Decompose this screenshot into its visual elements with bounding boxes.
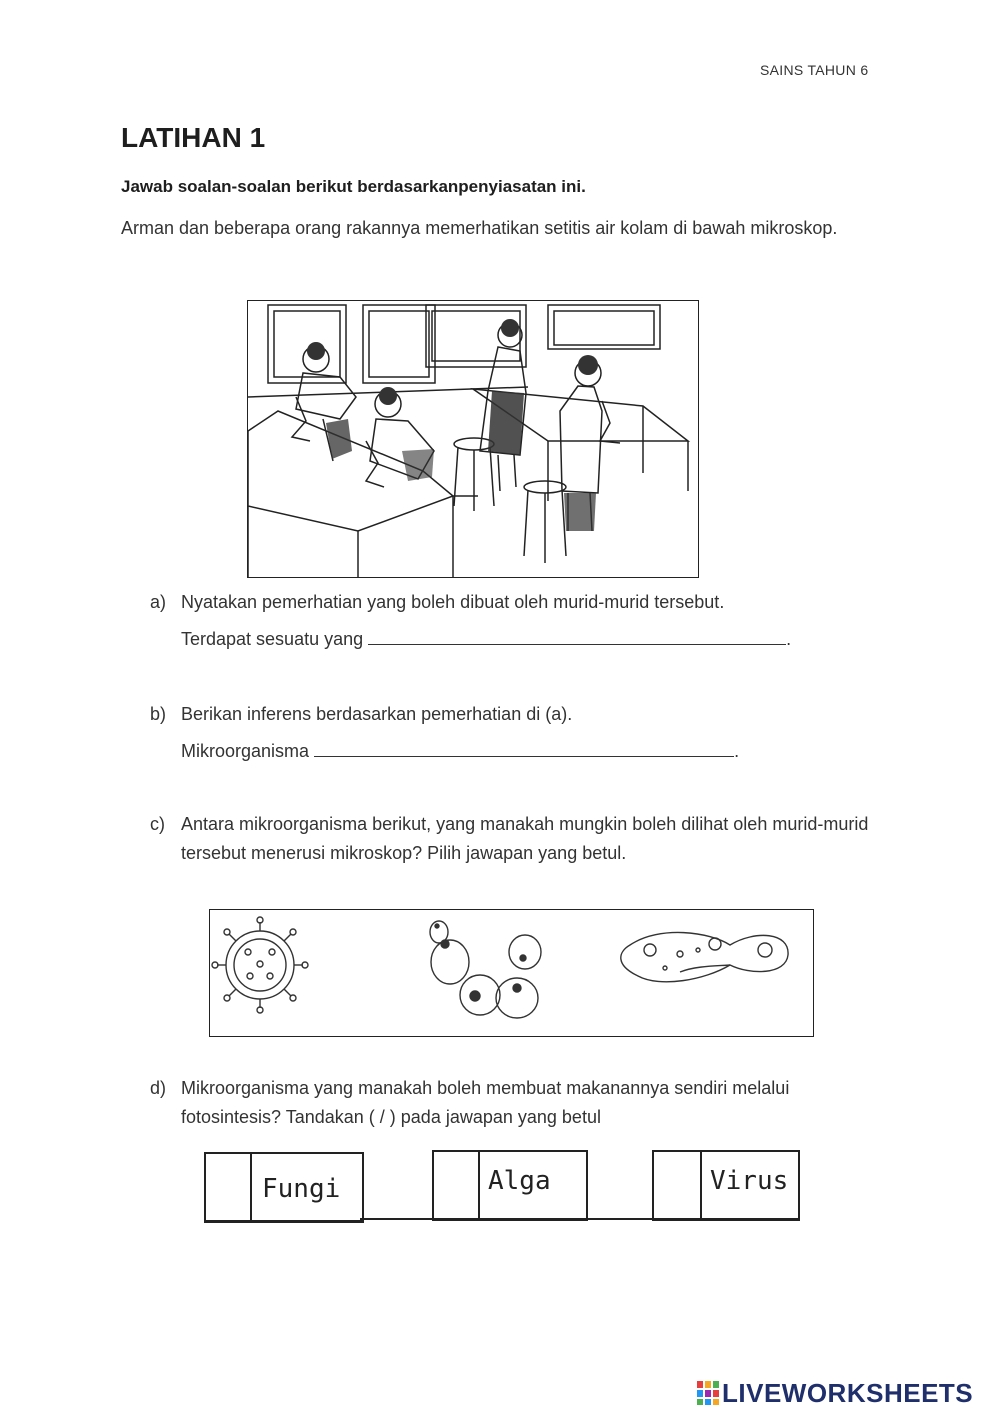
liveworksheets-logo[interactable] xyxy=(697,1378,973,1409)
checkbox-alga[interactable] xyxy=(434,1152,480,1218)
paramecium-option[interactable] xyxy=(621,932,788,981)
choice-strip xyxy=(204,1150,800,1223)
question-a xyxy=(150,588,870,617)
question-b xyxy=(150,700,870,729)
question-b-text: Berikan inferens berdasarkan pemerhatian di (a). xyxy=(181,704,573,724)
question-d-letter: d) xyxy=(150,1078,167,1098)
microorganism-options xyxy=(209,909,814,1037)
intro-paragraph: Arman dan beberapa orang rakannya memerhatikan setitis air kolam di bawah mikroskop. xyxy=(121,218,838,238)
checkbox-fungi[interactable] xyxy=(206,1154,252,1220)
question-a-text: Nyatakan pemerhatian yang boleh dibuat oleh murid-murid tersebut. xyxy=(181,592,725,612)
choice-virus-label: Virus xyxy=(710,1166,789,1196)
answer-b-line xyxy=(181,738,739,762)
choice-virus xyxy=(652,1150,800,1221)
answer-b-input[interactable] xyxy=(314,738,734,757)
logo-text: LIVEWORKSHEETS xyxy=(722,1378,974,1408)
choice-alga xyxy=(432,1150,588,1221)
virus-option[interactable] xyxy=(212,917,308,1013)
choice-fungi xyxy=(204,1152,364,1223)
lab-scene-drawing xyxy=(248,301,698,577)
question-d-text: Mikroorganisma yang manakah boleh membuat makanannya sendiri melalui fotosintesis? Tandakan ( / ) pada jawapan yang betul xyxy=(181,1078,790,1127)
answer-a-input[interactable] xyxy=(368,626,786,645)
answer-b-end: . xyxy=(734,741,740,761)
instruction-text: Jawab soalan-soalan berikut berdasarkanpenyiasatan ini. xyxy=(121,177,586,196)
subject-header: SAINS TAHUN 6 xyxy=(760,62,869,78)
choice-alga-label: Alga xyxy=(488,1166,551,1196)
question-a-letter: a) xyxy=(150,592,167,612)
strip-baseline xyxy=(360,1218,800,1220)
answer-a-line xyxy=(181,626,791,650)
question-b-letter: b) xyxy=(150,704,167,724)
lab-scene-image xyxy=(247,300,699,578)
question-c-letter: c) xyxy=(150,814,165,834)
yeast-cells-option[interactable] xyxy=(430,921,541,1018)
question-c-text: Antara mikroorganisma berikut, yang manakah mungkin boleh dilihat oleh murid-murid tersebut menerusi mikroskop? Pilih jawapan yang betul. xyxy=(181,814,869,863)
question-c xyxy=(150,810,870,868)
question-d xyxy=(150,1074,880,1132)
choice-fungi-label: Fungi xyxy=(262,1174,341,1204)
page-title: LATIHAN 1 xyxy=(121,122,266,153)
answer-a-end: . xyxy=(786,629,792,649)
logo-mark-icon xyxy=(697,1381,719,1405)
answer-b-prefix: Mikroorganisma xyxy=(181,741,310,761)
answer-a-prefix: Terdapat sesuatu yang xyxy=(181,629,364,649)
checkbox-virus[interactable] xyxy=(654,1152,702,1218)
